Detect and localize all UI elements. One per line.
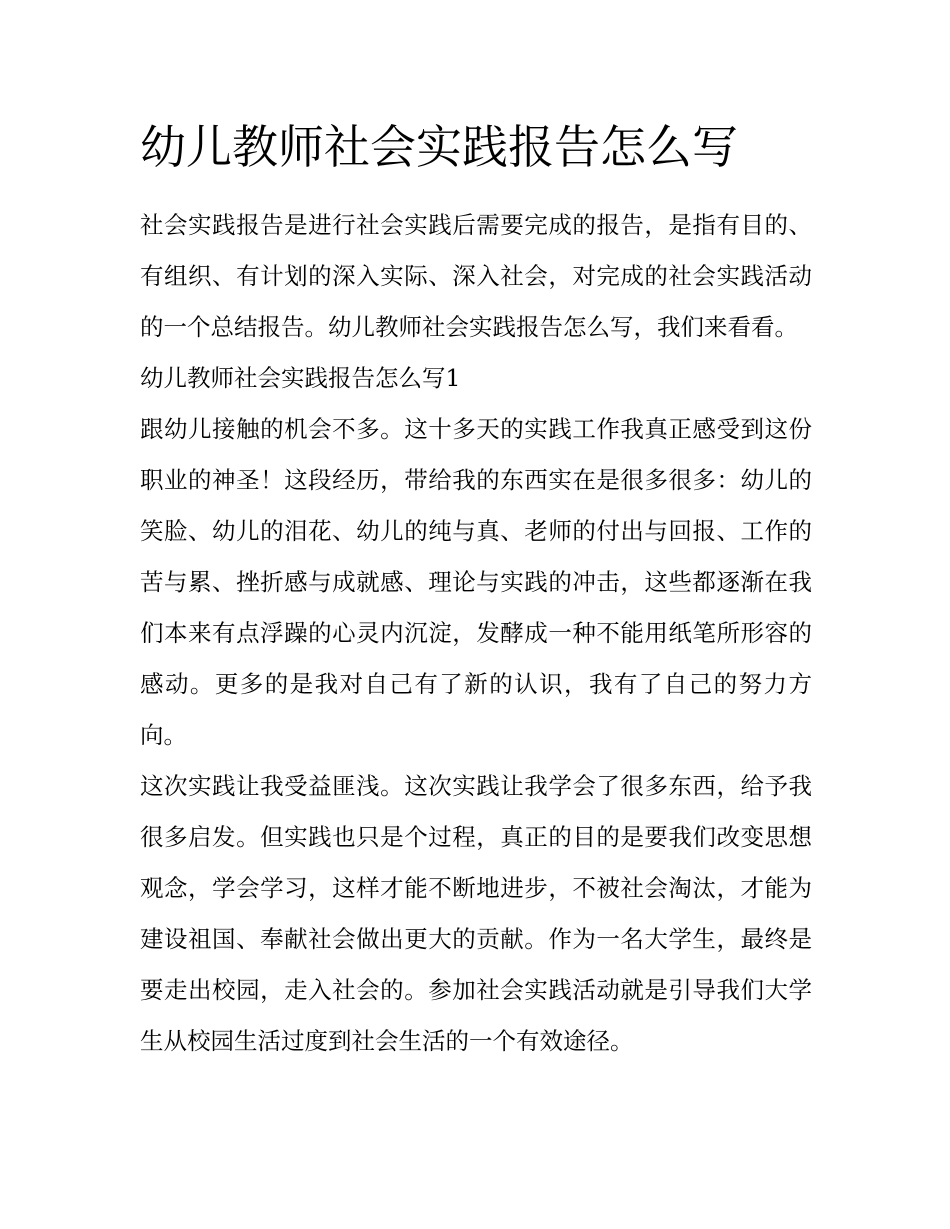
document-body — [140, 112, 812, 1067]
section-heading: 幼儿教师社会实践报告怎么写1 — [140, 364, 461, 392]
intro-paragraph: 社会实践报告是进行社会实践后需要完成的报告，是指有目的、有组织、有计划的深入实际、深入社会，对完成的社会实践活动的一个总结报告。幼儿教师社会实践报告怎么写，我们来看看。 — [140, 211, 812, 341]
body-paragraph-1: 跟幼儿接触的机会不多。这十多天的实践工作我真正感受到这份职业的神圣！这段经历，带给我的东西实在是很多很多：幼儿的笑脸、幼儿的泪花、幼儿的纯与真、老师的付出与回报、工作的苦与累、挫折感与成就感、理论与实践的冲击，这些都逐渐在我们本来有点浮躁的心灵内沉淀，发酵成一种不能用纸笔所形容的感动。更多的是我对自己有了新的认识，我有了自己的努力方向。 — [140, 415, 812, 749]
document-title: 幼儿教师社会实践报告怎么写 — [140, 120, 738, 174]
body-paragraph-2: 这次实践让我受益匪浅。这次实践让我学会了很多东西，给予我很多启发。但实践也只是个过程，真正的目的是要我们改变思想观念，学会学习，这样才能不断地进步，不被社会淘汰，才能为建设祖国、奉献社会做出更大的贡献。作为一名大学生，最终是要走出校园，走入社会的。参加社会实践活动就是引导我们大学生从校园生活过度到社会生活的一个有效途径。 — [140, 772, 812, 1055]
